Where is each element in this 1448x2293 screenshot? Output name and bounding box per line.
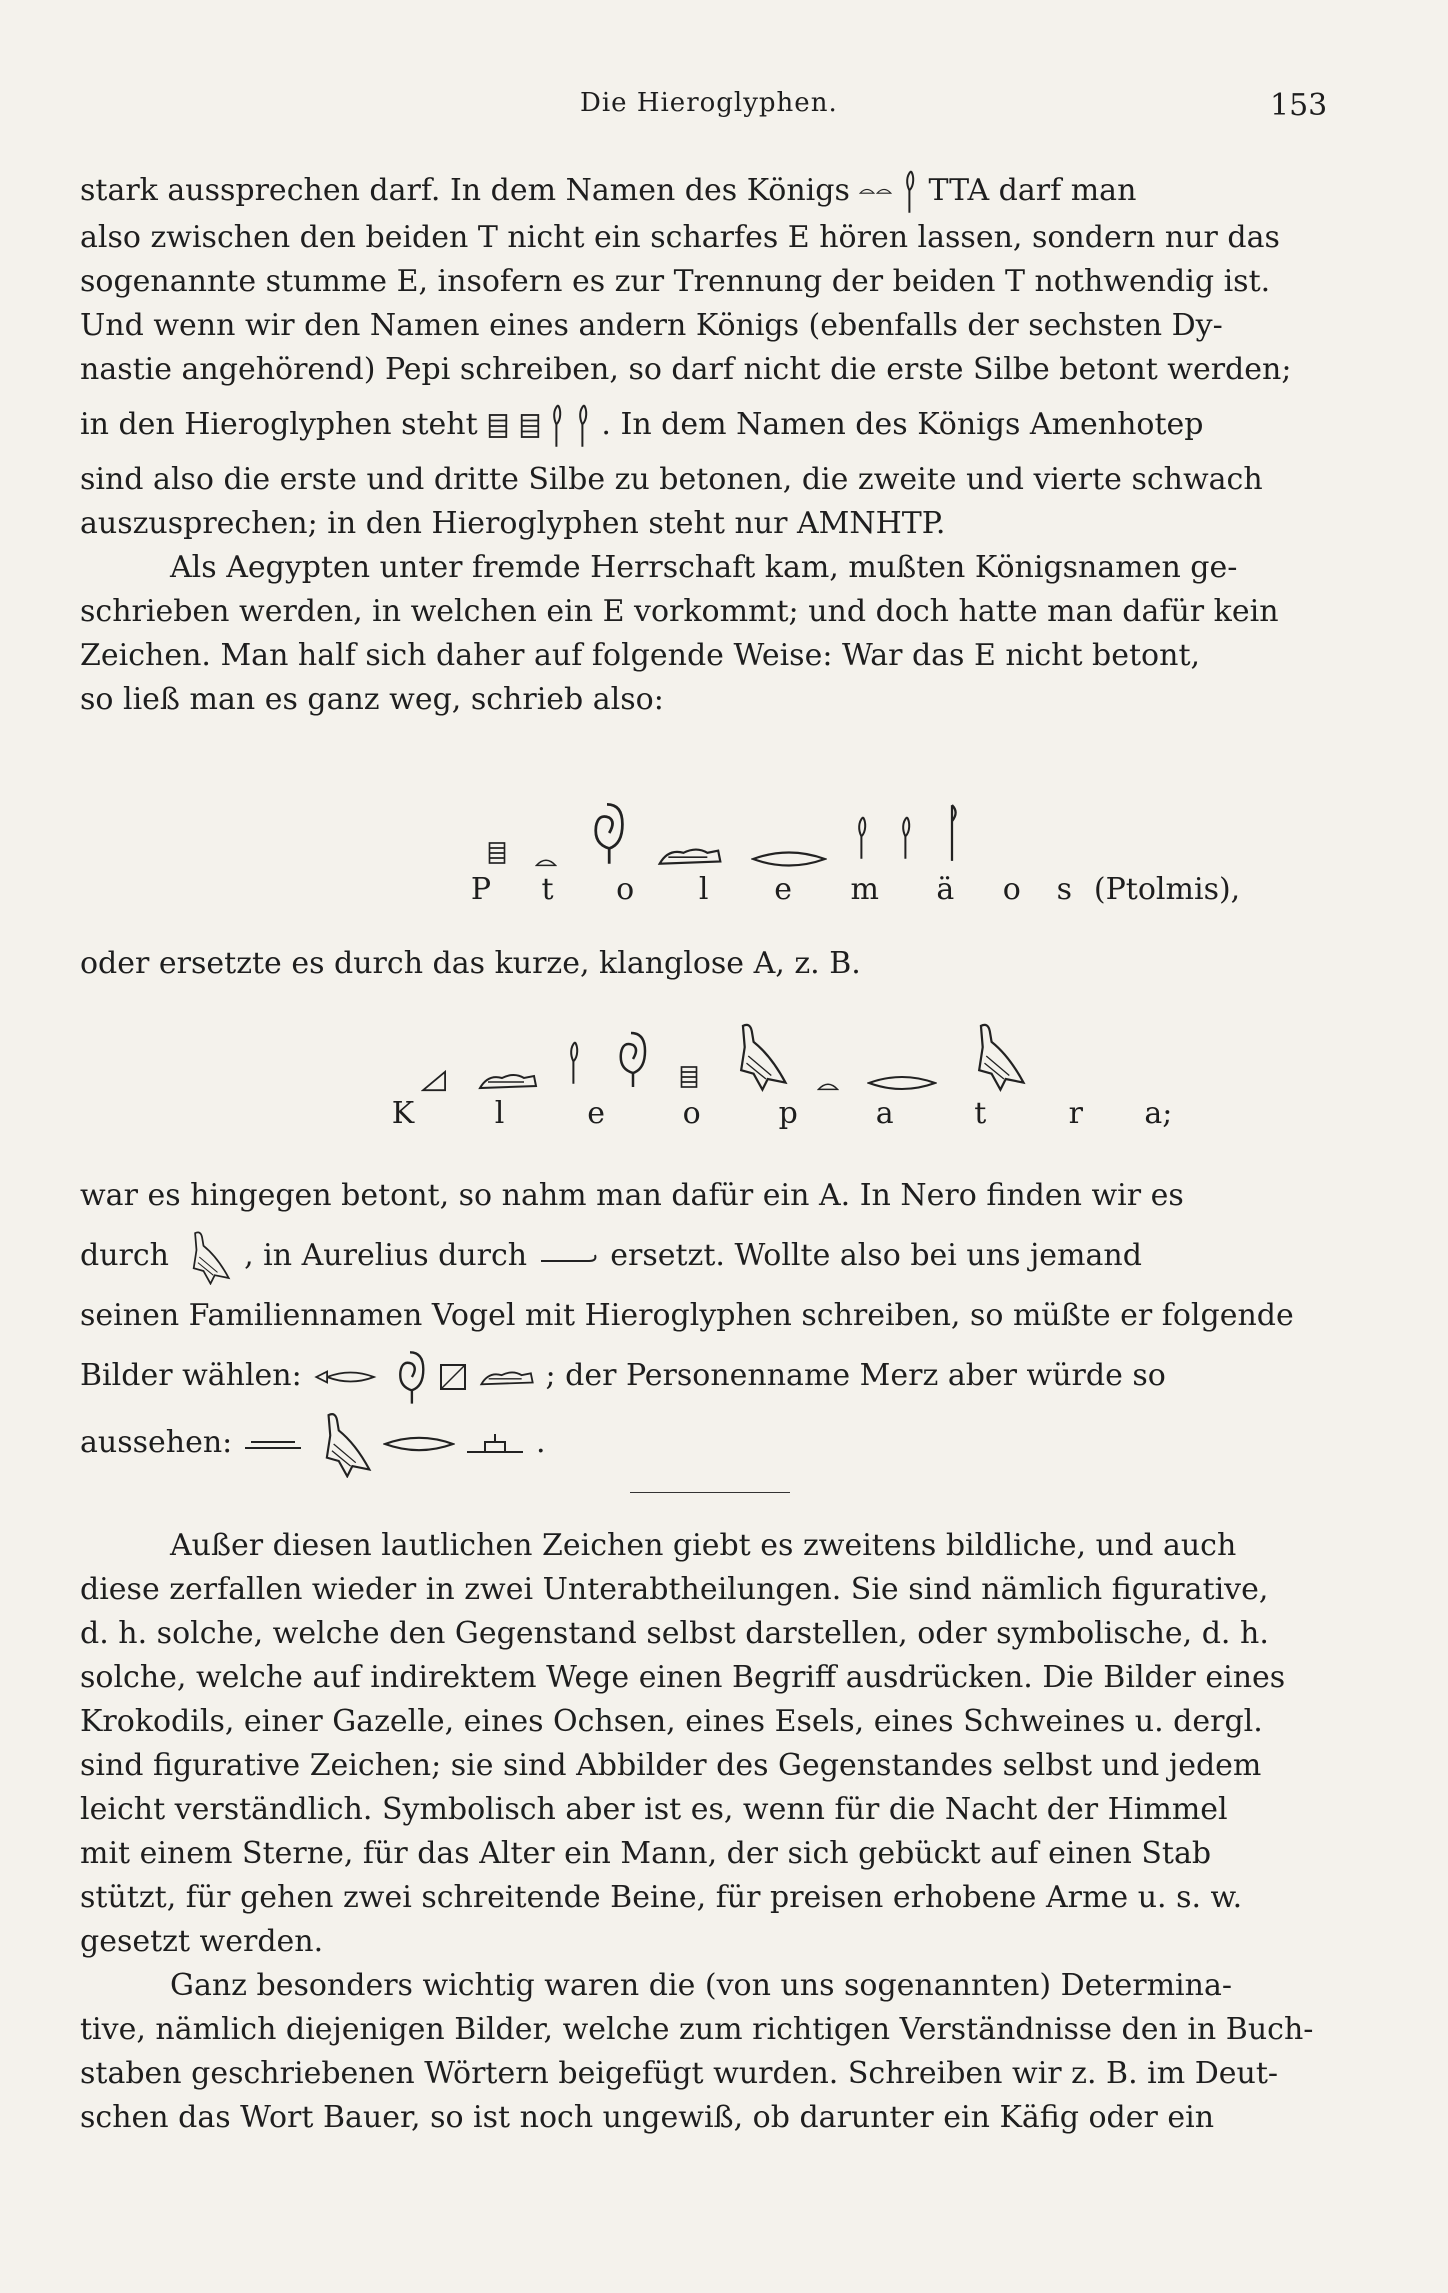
text-line: mit einem Sterne, für das Alter ein Mann, der sich gebückt auf einen Stab <box>80 1836 1212 1871</box>
text-line: Und wenn wir den Namen eines andern Königs (ebenfalls der sechsten Dy- <box>80 308 1223 343</box>
paragraph-2 <box>80 1166 1344 1479</box>
text-line: tive, nämlich diejenigen Bilder, welche zum richtigen Verständnisse den in Buch- <box>80 2012 1314 2047</box>
text-line: leicht verständlich. Symbolisch aber ist es, wenn für die Nacht der Himmel <box>80 1792 1228 1827</box>
text-line: staben geschriebenen Wörtern beigefügt wurden. Schreiben wir z. B. im Deut- <box>80 2056 1279 2091</box>
lasso-glyph-icon <box>391 1347 429 1407</box>
water-glyph-icon <box>242 1438 304 1450</box>
staff-glyph-icon <box>943 798 961 868</box>
vulture-glyph-icon <box>965 1020 1027 1092</box>
text-line: stark aussprechen darf. In dem Namen des Königs TTA darf man <box>80 168 1344 216</box>
lasso-glyph-icon <box>611 1026 651 1092</box>
translit-letter: e <box>774 872 793 907</box>
reed-glyph-icon <box>567 1034 583 1092</box>
text-line: Krokodils, einer Gazelle, eines Ochsen, eines Esels, eines Schweines u. dergl. <box>80 1704 1263 1739</box>
mat-glyph-icon <box>679 1062 699 1092</box>
text-line: sind figurative Zeichen; sie sind Abbilder des Gegenstandes selbst und jedem <box>80 1748 1262 1783</box>
lion-glyph-icon <box>478 1366 536 1388</box>
reed-glyph-icon <box>550 401 566 451</box>
text-line: Bilder wählen: ; der Personenname Merz aber würde so <box>80 1346 1344 1407</box>
text-line: in den Hieroglyphen steht . In dem Namen des Königs Amenhotep <box>80 392 1344 458</box>
text-line: also zwischen den beiden T nicht ein scharfes E hören lassen, sondern nur das <box>80 220 1280 255</box>
kleopatra-transliteration <box>360 1096 1188 1131</box>
cartouche-loaf-glyph-icon <box>859 183 893 201</box>
text-line: schrieben werden, in welchen ein E vorkommt; und doch hatte man dafür kein <box>80 594 1279 629</box>
translit-letter: p <box>778 1096 798 1131</box>
triangle-glyph-icon <box>421 1070 449 1092</box>
fish-glyph-icon <box>311 1368 381 1386</box>
translit-letter: P <box>470 872 492 907</box>
vulture-glyph-icon <box>313 1410 373 1478</box>
text-line: so ließ man es ganz weg, schrieb also: <box>80 682 664 717</box>
translit-letter: o <box>1002 872 1021 907</box>
translit-letter: l <box>494 1096 505 1131</box>
lion-glyph-icon <box>477 1068 539 1092</box>
text-line: stützt, für gehen zwei schreitende Beine, für preisen erhobene Arme u. s. w. <box>80 1880 1243 1915</box>
text-line: auszusprechen; in den Hieroglyphen steht nur AMNHTP. <box>80 506 946 541</box>
text-line: diese zerfallen wieder in zwei Unterabtheilungen. Sie sind nämlich figurative, <box>80 1572 1269 1607</box>
translit-letter: r <box>1068 1096 1083 1131</box>
section-divider <box>630 1492 790 1493</box>
vulture-glyph-icon <box>727 1020 789 1092</box>
vulture-glyph-icon <box>179 1229 235 1285</box>
ptolemaios-hieroglyphs <box>0 788 1448 868</box>
text-line: war es hingegen betont, so nahm man dafür ein A. In Nero finden wir es <box>80 1178 1184 1213</box>
text-line: aussehen: . <box>80 1407 1344 1479</box>
reed-glyph-icon <box>576 401 592 451</box>
translit-gloss: (Ptolmis), <box>1093 872 1241 907</box>
text-line: Zeichen. Man half sich daher auf folgende Weise: War das E nicht betont, <box>80 638 1201 673</box>
text-line: nastie angehörend) Pepi schreiben, so darf nicht die erste Silbe betont werden; <box>80 352 1292 387</box>
text-line: seinen Familiennamen Vogel mit Hieroglyphen schreiben, so müßte er folgende <box>80 1298 1294 1333</box>
text-line: schen das Wort Bauer, so ist noch ungewiß, ob darunter ein Käfig oder ein <box>80 2100 1215 2135</box>
lasso-glyph-icon <box>585 798 629 868</box>
translit-letter: ä <box>936 872 955 907</box>
mouth-glyph-icon <box>751 850 827 868</box>
lion-glyph-icon <box>657 842 723 868</box>
translit-letter: a <box>875 1096 894 1131</box>
rope-glyph-icon <box>537 1249 601 1265</box>
text-line: Ganz besonders wichtig waren die (von uns sogenannten) Determina- <box>170 1968 1232 2003</box>
reed-glyph-icon <box>899 808 915 868</box>
translit-letter: m <box>850 872 879 907</box>
text-line: solche, welche auf indirektem Wege einen Begriff ausdrücken. Die Bilder eines <box>80 1660 1286 1695</box>
ptolemaios-transliteration <box>458 872 1240 907</box>
translit-letter: t <box>974 1096 987 1131</box>
kleopatra-hieroglyphs <box>0 1000 1448 1092</box>
translit-letter: o <box>616 872 635 907</box>
mouth-glyph-icon <box>383 1435 455 1453</box>
mat-glyph-icon <box>487 838 507 868</box>
reed-glyph-icon <box>855 808 871 868</box>
page-number: 153 <box>1270 88 1328 123</box>
door-bolt-glyph-icon <box>464 1432 526 1456</box>
stand-glyph-icon <box>438 1362 468 1392</box>
paragraph-3 <box>80 1524 1344 2140</box>
paragraph-oder <box>80 942 1344 986</box>
text-line: gesetzt werden. <box>80 1924 324 1959</box>
loaf-glyph-icon <box>535 854 557 868</box>
text-line: sind also die erste und dritte Silbe zu betonen, die zweite und vierte schwach <box>80 462 1263 497</box>
mat-glyph-icon <box>487 412 509 440</box>
translit-letter: o <box>682 1096 701 1131</box>
mat-glyph-icon <box>519 412 541 440</box>
translit-letter: s <box>1056 872 1073 907</box>
page-header <box>0 88 1448 128</box>
text-line: Als Aegypten unter fremde Herrschaft kam, mußten Königsnamen ge- <box>170 550 1238 585</box>
text-line: durch , in Aurelius durch ersetzt. Wollte also bei uns jemand <box>80 1226 1344 1286</box>
translit-letter: K <box>391 1096 415 1131</box>
mouth-glyph-icon <box>867 1074 937 1092</box>
translit-letter: t <box>541 872 554 907</box>
translit-letter: a; <box>1144 1096 1173 1131</box>
text-line: Außer diesen lautlichen Zeichen giebt es zweitens bildliche, und auch <box>170 1528 1237 1563</box>
translit-letter: l <box>698 872 709 907</box>
loaf-glyph-icon <box>817 1078 839 1092</box>
translit-letter: e <box>587 1096 605 1131</box>
text-line: sogenannte stumme E, insofern es zur Trennung der beiden T nothwendig ist. <box>80 264 1271 299</box>
paragraph-1 <box>80 168 1344 722</box>
running-title: Die Hieroglyphen. <box>580 88 838 118</box>
reed-glyph-icon <box>903 168 919 216</box>
text-line: d. h. solche, welche den Gegenstand selbst darstellen, oder symbolische, d. h. <box>80 1616 1269 1651</box>
text-line: oder ersetzte es durch das kurze, klanglose A, z. B. <box>80 946 861 981</box>
